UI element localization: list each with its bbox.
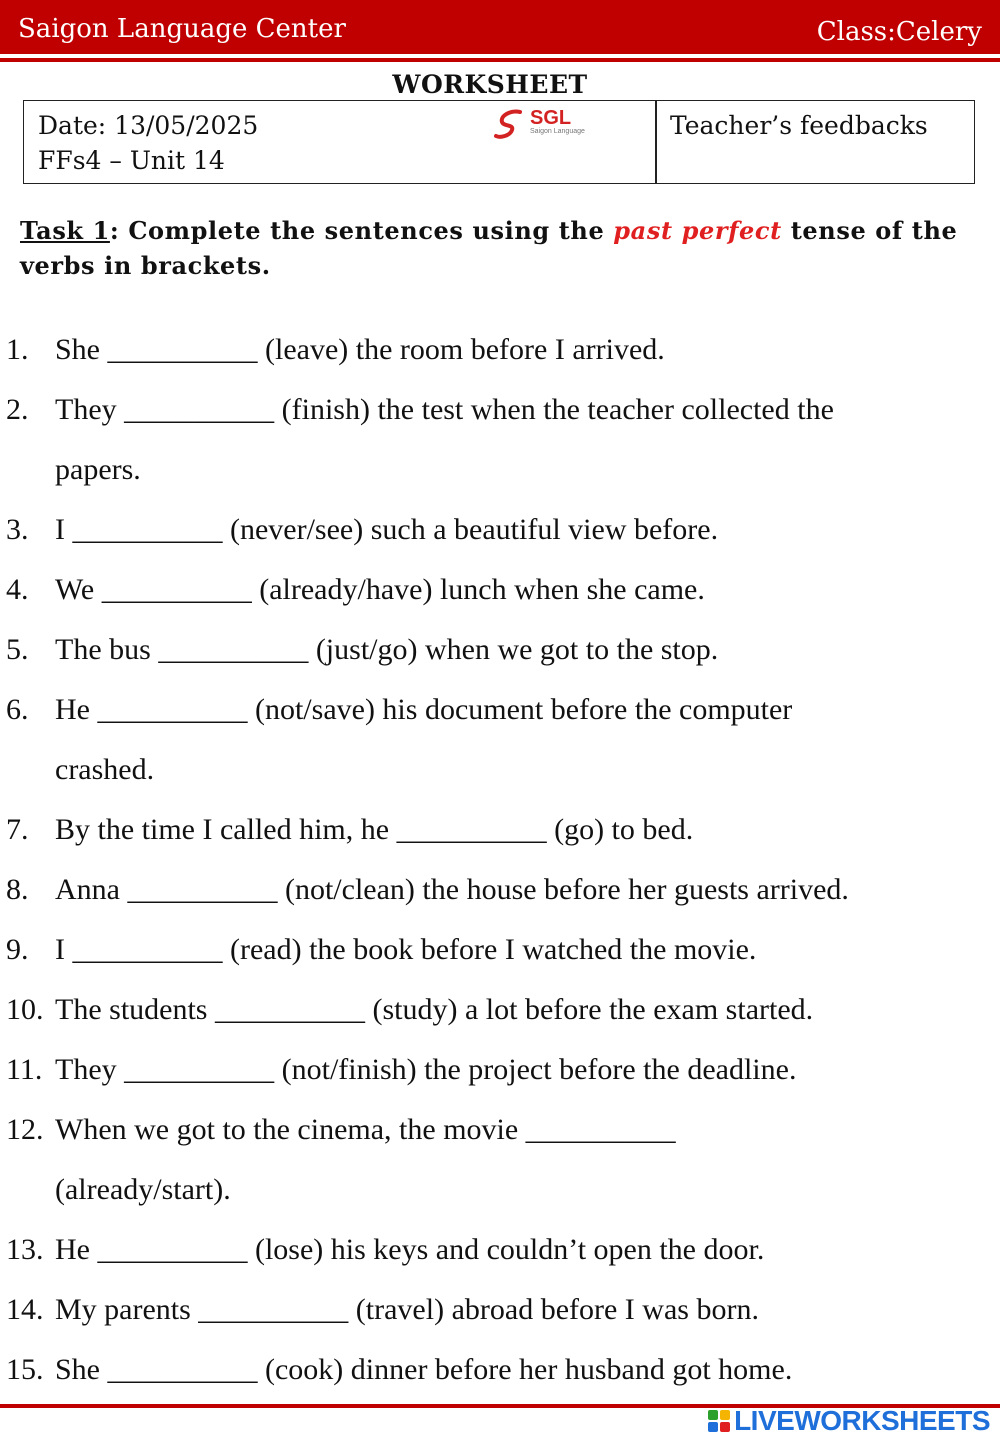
item-number: 11. <box>6 1053 43 1086</box>
item-number: 9. <box>6 933 29 966</box>
liveworksheets-logo <box>708 1404 990 1438</box>
list-item <box>0 1280 1000 1340</box>
class-label: Class:Celery <box>816 17 982 47</box>
item-text-line: They __________ (finish) the test when the teacher collected the <box>55 393 834 426</box>
liveworksheets-brand: LIVEWORKSHEETS <box>734 1405 990 1436</box>
item-text-line: The bus __________ (just/go) when we got to the stop. <box>55 633 719 666</box>
logo-subtext: Saigon Language <box>530 128 585 135</box>
worksheet-title: WORKSHEET <box>392 70 588 99</box>
task-text-before: : Complete the sentences using the <box>109 216 614 245</box>
list-item <box>0 680 1000 800</box>
item-text-line: Anna __________ (not/clean) the house before her guests arrived. <box>55 873 849 906</box>
item-text-line: I __________ (never/see) such a beautiful view before. <box>55 513 719 546</box>
item-number: 14. <box>6 1293 44 1326</box>
teacher-feedback-label: Teacher’s feedbacks <box>670 111 928 140</box>
item-number: 7. <box>6 813 29 846</box>
item-number: 8. <box>6 873 29 906</box>
sgl-logo <box>492 107 602 141</box>
header-divider <box>0 58 1000 62</box>
task-instruction <box>20 213 980 283</box>
info-box-divider <box>655 101 657 183</box>
item-text-line: They __________ (not/finish) the project before the deadline. <box>55 1053 797 1086</box>
list-item <box>0 560 1000 620</box>
item-text-line: She __________ (leave) the room before I arrived. <box>55 333 665 366</box>
list-item <box>0 920 1000 980</box>
list-item <box>0 620 1000 680</box>
item-number: 12. <box>6 1113 44 1146</box>
list-item <box>0 1220 1000 1280</box>
list-item <box>0 860 1000 920</box>
task-label: Task 1 <box>20 216 110 245</box>
item-text-line: (already/start). <box>55 1173 231 1206</box>
item-number: 10. <box>6 993 44 1026</box>
item-number: 15. <box>6 1353 44 1386</box>
logo-text: SGL <box>530 107 572 129</box>
item-number: 3. <box>6 513 29 546</box>
item-text-line: crashed. <box>55 753 155 786</box>
item-text-line: He __________ (lose) his keys and couldn’t open the door. <box>55 1233 765 1266</box>
info-box <box>23 100 975 184</box>
center-name: Saigon Language Center <box>18 14 346 44</box>
list-item <box>0 500 1000 560</box>
item-text-line: By the time I called him, he __________ (go) to bed. <box>55 813 694 846</box>
list-item <box>0 380 1000 500</box>
item-text-line: My parents __________ (travel) abroad before I was born. <box>55 1293 759 1326</box>
item-text-line: We __________ (already/have) lunch when she came. <box>55 573 705 606</box>
item-number: 6. <box>6 693 29 726</box>
exercise-list <box>0 320 1000 1400</box>
date-text: Date: 13/05/2025 <box>38 111 259 140</box>
list-item <box>0 320 1000 380</box>
item-number: 1. <box>6 333 29 366</box>
item-text-line: The students __________ (study) a lot before the exam started. <box>55 993 814 1026</box>
list-item <box>0 1100 1000 1220</box>
item-number: 5. <box>6 633 29 666</box>
item-text-line: I __________ (read) the book before I watched the movie. <box>55 933 757 966</box>
list-item <box>0 800 1000 860</box>
item-number: 13. <box>6 1233 44 1266</box>
item-number: 4. <box>6 573 29 606</box>
header-bar <box>0 0 1000 54</box>
list-item <box>0 1340 1000 1400</box>
item-text-line: papers. <box>55 453 141 486</box>
task-highlight: past perfect <box>613 216 782 245</box>
item-text-line: She __________ (cook) dinner before her husband got home. <box>55 1353 793 1386</box>
sgl-logo-icon <box>492 108 528 140</box>
liveworksheets-logo-icon <box>708 1410 730 1432</box>
list-item <box>0 1040 1000 1100</box>
item-text-line: When we got to the cinema, the movie __________ <box>55 1113 676 1146</box>
unit-text: FFs4 – Unit 14 <box>38 146 225 175</box>
task-text-after: tense of the verbs in brackets. <box>20 216 958 280</box>
item-number: 2. <box>6 393 29 426</box>
item-text-line: He __________ (not/save) his document before the computer <box>55 693 793 726</box>
list-item <box>0 980 1000 1040</box>
